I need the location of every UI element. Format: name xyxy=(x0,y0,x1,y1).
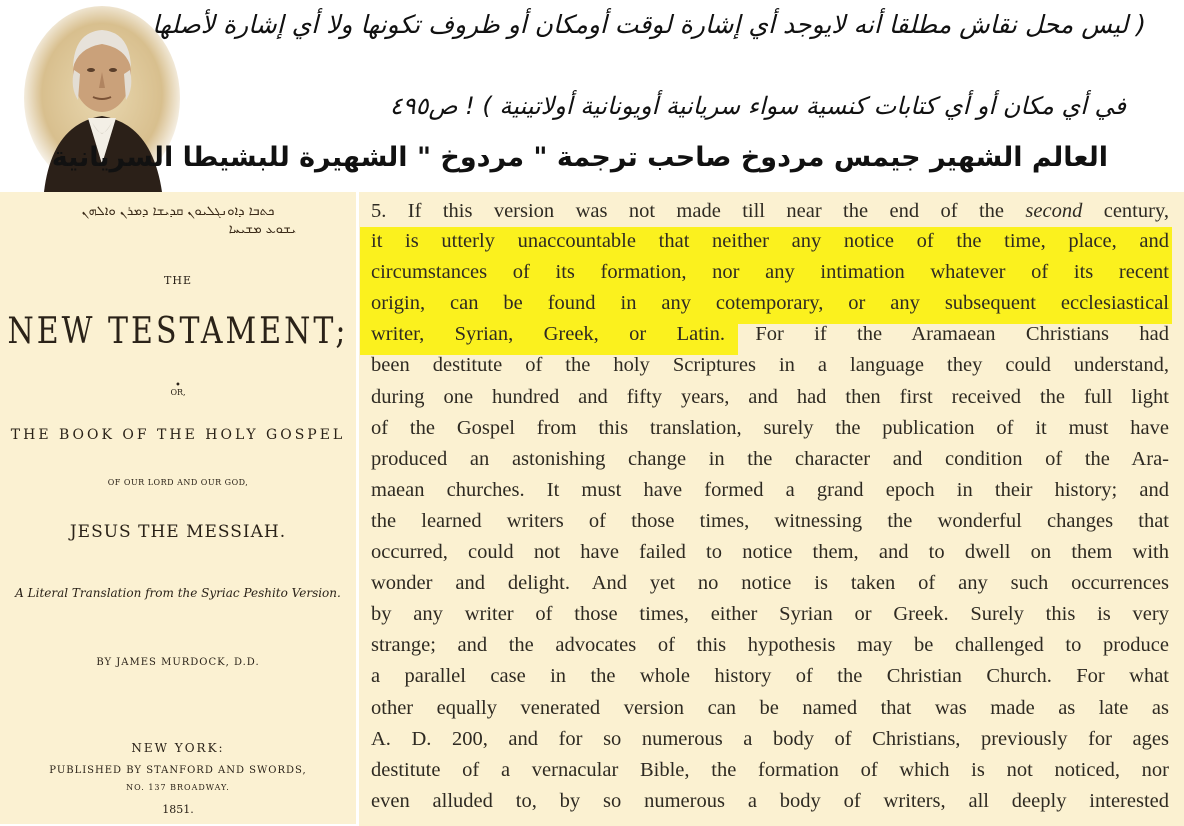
text-line: during one hundred and fifty years, and had then first received the full light xyxy=(371,385,1169,408)
title-of-our-lord: OF OUR LORD AND OUR GOD, xyxy=(107,478,249,487)
text-line: circumstances of its formation, nor any intimation whatever of its recent xyxy=(371,261,1169,284)
text-line: other equally venerated version can be named that was made as late as xyxy=(371,696,1169,719)
text-line: strange; and the advocates of this hypothesis may be challenged to produce xyxy=(371,634,1169,657)
text-line: been destitute of the holy Scriptures in a language they could understand, xyxy=(371,354,1169,377)
text-line: writer, Syrian, Greek, or Latin. For if the Aramaean Christians had xyxy=(371,323,1169,346)
text-line: wonder and delight. And yet no notice is taken of any such occurrences xyxy=(371,572,1169,595)
text-line-first: 5. If this version was not made till near the end of the second century, xyxy=(371,200,1170,222)
title-or: OR, xyxy=(170,388,186,397)
text-line: maean churches. It must have formed a grand epoch in their history; and xyxy=(371,478,1169,501)
syriac-title-line-1: ܟܬܒܐ ܕܐܘܢܓܠܝܘܢ ܩܕܝܫܐ ܕܡܪܢ ܘܐܠܗܢ xyxy=(81,204,275,219)
title-year: 1851. xyxy=(162,803,194,816)
book-text-page xyxy=(359,192,1184,826)
title-ornament-dot: • xyxy=(175,380,181,391)
title-jesus-messiah: JESUS THE MESSIAH. xyxy=(69,522,287,542)
arabic-quote-line-2: في أي مكان أو أي كتابات كنسية سواء سريانية أويونانية أولاتينية ) ! ص٤٩٥ xyxy=(389,92,1126,120)
title-the: THE xyxy=(164,274,192,287)
text-line: produced an astonishing change in the character and condition of the Ara- xyxy=(371,447,1169,470)
title-author: BY JAMES MURDOCK, D.D. xyxy=(96,657,260,668)
text-line: destitute of a vernacular Bible, the formation of which is not noticed, nor xyxy=(371,758,1169,781)
text-line: the learned writers of those times, witnessing the wonderful changes that xyxy=(371,509,1169,532)
text-line: origin, can be found in any cotemporary, or any subsequent ecclesiastical xyxy=(371,292,1169,315)
title-literal-translation: A Literal Translation from the Syriac Peshito Version. xyxy=(15,586,341,600)
text-line: even alluded to, by so numerous a body of writers, all deeply interested xyxy=(371,789,1169,812)
text-line: of the Gospel from this translation, surely the publication of it must have xyxy=(371,416,1169,439)
text-line: a parallel case in the whole history of the Christian Church. For what xyxy=(371,665,1169,688)
text-line: it is utterly unaccountable that neither any notice of the time, place, and xyxy=(371,230,1169,252)
title-book-of-gospel: THE BOOK OF THE HOLY GOSPEL xyxy=(10,427,346,443)
title-new-testament: NEW TESTAMENT; xyxy=(7,310,349,353)
arabic-caption: العالم الشهير جيمس مردوخ صاحب ترجمة " مردوخ " الشهيرة للبشيطا السريانية xyxy=(51,142,1108,173)
text-line: A. D. 200, and for so numerous a body of Christians, previously for ages xyxy=(371,727,1169,750)
arabic-quote-line-1: ( ليس محل نقاش مطلقا أنه لايوجد أي إشارة لوقت أومكان أو ظروف تكونها ولا أي إشارة لأصلها xyxy=(152,10,1146,39)
title-publisher: PUBLISHED BY STANFORD AND SWORDS, xyxy=(49,765,307,776)
text-line: by any writer of those times, either Syrian or Greek. Surely this is very xyxy=(371,603,1169,626)
title-city: NEW YORK: xyxy=(131,741,225,755)
syriac-title-line-2: ܝܫܘܥ ܡܫܝܚܐ xyxy=(228,222,296,237)
title-address: NO. 137 BROADWAY. xyxy=(126,783,230,792)
book-title-page xyxy=(0,192,356,824)
text-line: occurred, could not have failed to notice them, and to dwell on them with xyxy=(371,541,1169,563)
